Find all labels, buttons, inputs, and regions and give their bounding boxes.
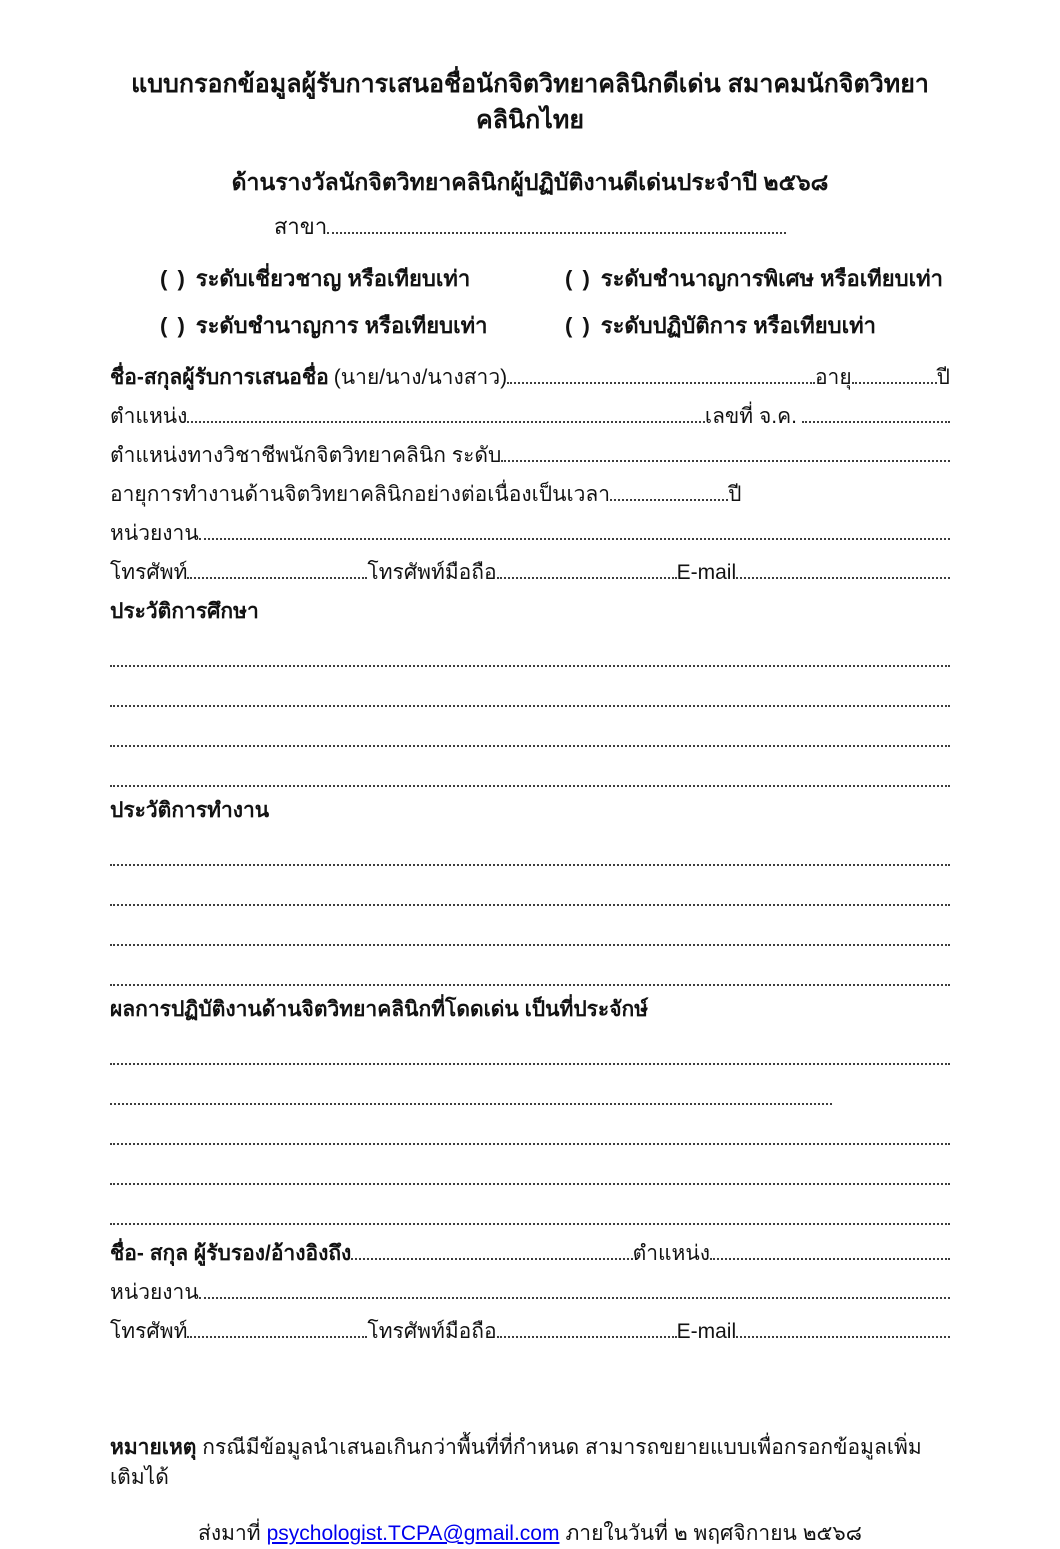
license-number-label: เลขที่ จ.ค. [704, 405, 797, 428]
performance-heading: ผลการปฏิบัติงานด้านจิตวิทยาคลินิกที่โดดเด่น เป็นที่ประจักษ์ [110, 998, 649, 1021]
referee-organization-line [199, 1297, 950, 1299]
branch-input-line [327, 232, 786, 234]
referee-position-label: ตำแหน่ง [632, 1242, 710, 1265]
referee-name-row [110, 1239, 950, 1269]
experience-label: อายุการทำงานด้านจิตวิทยาคลินิกอย่างต่อเนื่องเป็นเวลา [110, 483, 611, 506]
referee-organization-label: หน่วยงาน [110, 1281, 199, 1304]
referee-position-line [710, 1258, 950, 1260]
nominee-info-block [110, 363, 950, 588]
level-option-label: ระดับชำนาญการพิเศษ หรือเทียบเท่า [600, 266, 943, 291]
level-option-label: ระดับชำนาญการ หรือเทียบเท่า [195, 313, 488, 338]
blank-writing-line [110, 667, 950, 707]
experience-unit: ปี [728, 483, 742, 506]
checkbox-parens: ( ) [160, 313, 187, 338]
level-option-senior-professional [565, 264, 950, 294]
level-option-expert [160, 264, 565, 294]
email-line [736, 577, 950, 579]
referee-phone-label: โทรศัพท์ [110, 1320, 188, 1343]
referee-name-label: ชื่อ- สกุล ผู้รับรอง/อ้างอิงถึง [110, 1242, 352, 1265]
organization-line [199, 538, 950, 540]
mobile-label: โทรศัพท์มือถือ [367, 561, 497, 584]
experience-line [610, 499, 728, 501]
phone-label: โทรศัพท์ [110, 561, 188, 584]
nominee-name-line [507, 382, 815, 384]
note-text: กรณีมีข้อมูลนำเสนอเกินกว่าพื้นที่ที่กำหนด สามารถขยายแบบเพื่อกรอกข้อมูลเพิ่มเติมได้ [110, 1436, 922, 1489]
branch-label: สาขา [274, 214, 328, 239]
nominee-name-prefixes: (นาย/นาง/นางสาว) [333, 366, 508, 389]
level-options [110, 264, 950, 341]
note-label: หมายเหตุ [110, 1436, 197, 1459]
position-line [187, 421, 704, 423]
email-label: E-mail [676, 561, 737, 584]
referee-name-line [351, 1258, 632, 1260]
organization-label: หน่วยงาน [110, 522, 199, 545]
referee-contact-row [110, 1317, 950, 1347]
referee-email-line [736, 1336, 950, 1338]
education-heading: ประวัติการศึกษา [110, 600, 259, 623]
blank-writing-line [110, 826, 950, 866]
mobile-line [497, 577, 677, 579]
contact-row [110, 558, 950, 588]
referee-email-label: E-mail [676, 1320, 737, 1343]
referee-mobile-line [497, 1336, 677, 1338]
work-history-lines [110, 826, 950, 986]
blank-writing-line [110, 1145, 950, 1185]
checkbox-parens: ( ) [565, 313, 592, 338]
professional-position-line [501, 460, 950, 462]
level-option-practitioner [565, 311, 950, 341]
level-option-label: ระดับปฏิบัติการ หรือเทียบเท่า [600, 313, 877, 338]
referee-mobile-label: โทรศัพท์มือถือ [367, 1320, 497, 1343]
nominee-name-label: ชื่อ-สกุลผู้รับการเสนอชื่อ [110, 366, 329, 389]
professional-position-label: ตำแหน่งทางวิชาชีพนักจิตวิทยาคลินิก ระดับ [110, 444, 502, 467]
blank-writing-line [110, 866, 950, 906]
blank-writing-line [110, 946, 950, 986]
blank-writing-line-short [110, 1065, 832, 1105]
phone-line [187, 577, 367, 579]
level-option-label: ระดับเชี่ยวชาญ หรือเทียบเท่า [195, 266, 471, 291]
checkbox-parens: ( ) [160, 266, 187, 291]
form-title: แบบกรอกข้อมูลผู้รับการเสนอชื่อนักจิตวิทยาคลินิกดีเด่น สมาคมนักจิตวิทยาคลินิกไทย [131, 70, 929, 134]
submission-row [110, 1519, 950, 1549]
work-history-heading: ประวัติการทำงาน [110, 799, 270, 822]
blank-writing-line [110, 627, 950, 667]
professional-position-row [110, 441, 950, 471]
age-unit: ปี [936, 366, 950, 389]
note-row [110, 1433, 950, 1493]
level-option-professional [160, 311, 565, 341]
send-suffix: ภายในวันที่ ๒ พฤศจิกายน ๒๕๖๘ [565, 1522, 862, 1545]
email-link[interactable]: psychologist.TCPA@gmail.com [266, 1522, 560, 1545]
referee-block [110, 1239, 950, 1347]
blank-writing-line [110, 1105, 950, 1145]
branch-field-row [274, 212, 786, 242]
blank-writing-line [110, 1185, 950, 1225]
nominee-name-row [110, 363, 950, 393]
position-label: ตำแหน่ง [110, 405, 188, 428]
age-line [852, 382, 937, 384]
education-lines [110, 627, 950, 787]
blank-writing-line [110, 906, 950, 946]
blank-writing-line [110, 1025, 950, 1065]
organization-row [110, 519, 950, 549]
referee-organization-row [110, 1278, 950, 1308]
experience-row [110, 480, 950, 510]
blank-writing-line [110, 707, 950, 747]
checkbox-parens: ( ) [565, 266, 592, 291]
referee-phone-line [187, 1336, 367, 1338]
age-label: อายุ [814, 366, 852, 389]
performance-lines [110, 1025, 950, 1225]
blank-writing-line [110, 747, 950, 787]
position-row [110, 402, 950, 432]
send-prefix: ส่งมาที่ [198, 1522, 261, 1545]
form-subtitle: ด้านรางวัลนักจิตวิทยาคลินิกผู้ปฏิบัติงานดีเด่นประจำปี ๒๕๖๘ [231, 169, 829, 195]
license-number-line [802, 421, 950, 423]
